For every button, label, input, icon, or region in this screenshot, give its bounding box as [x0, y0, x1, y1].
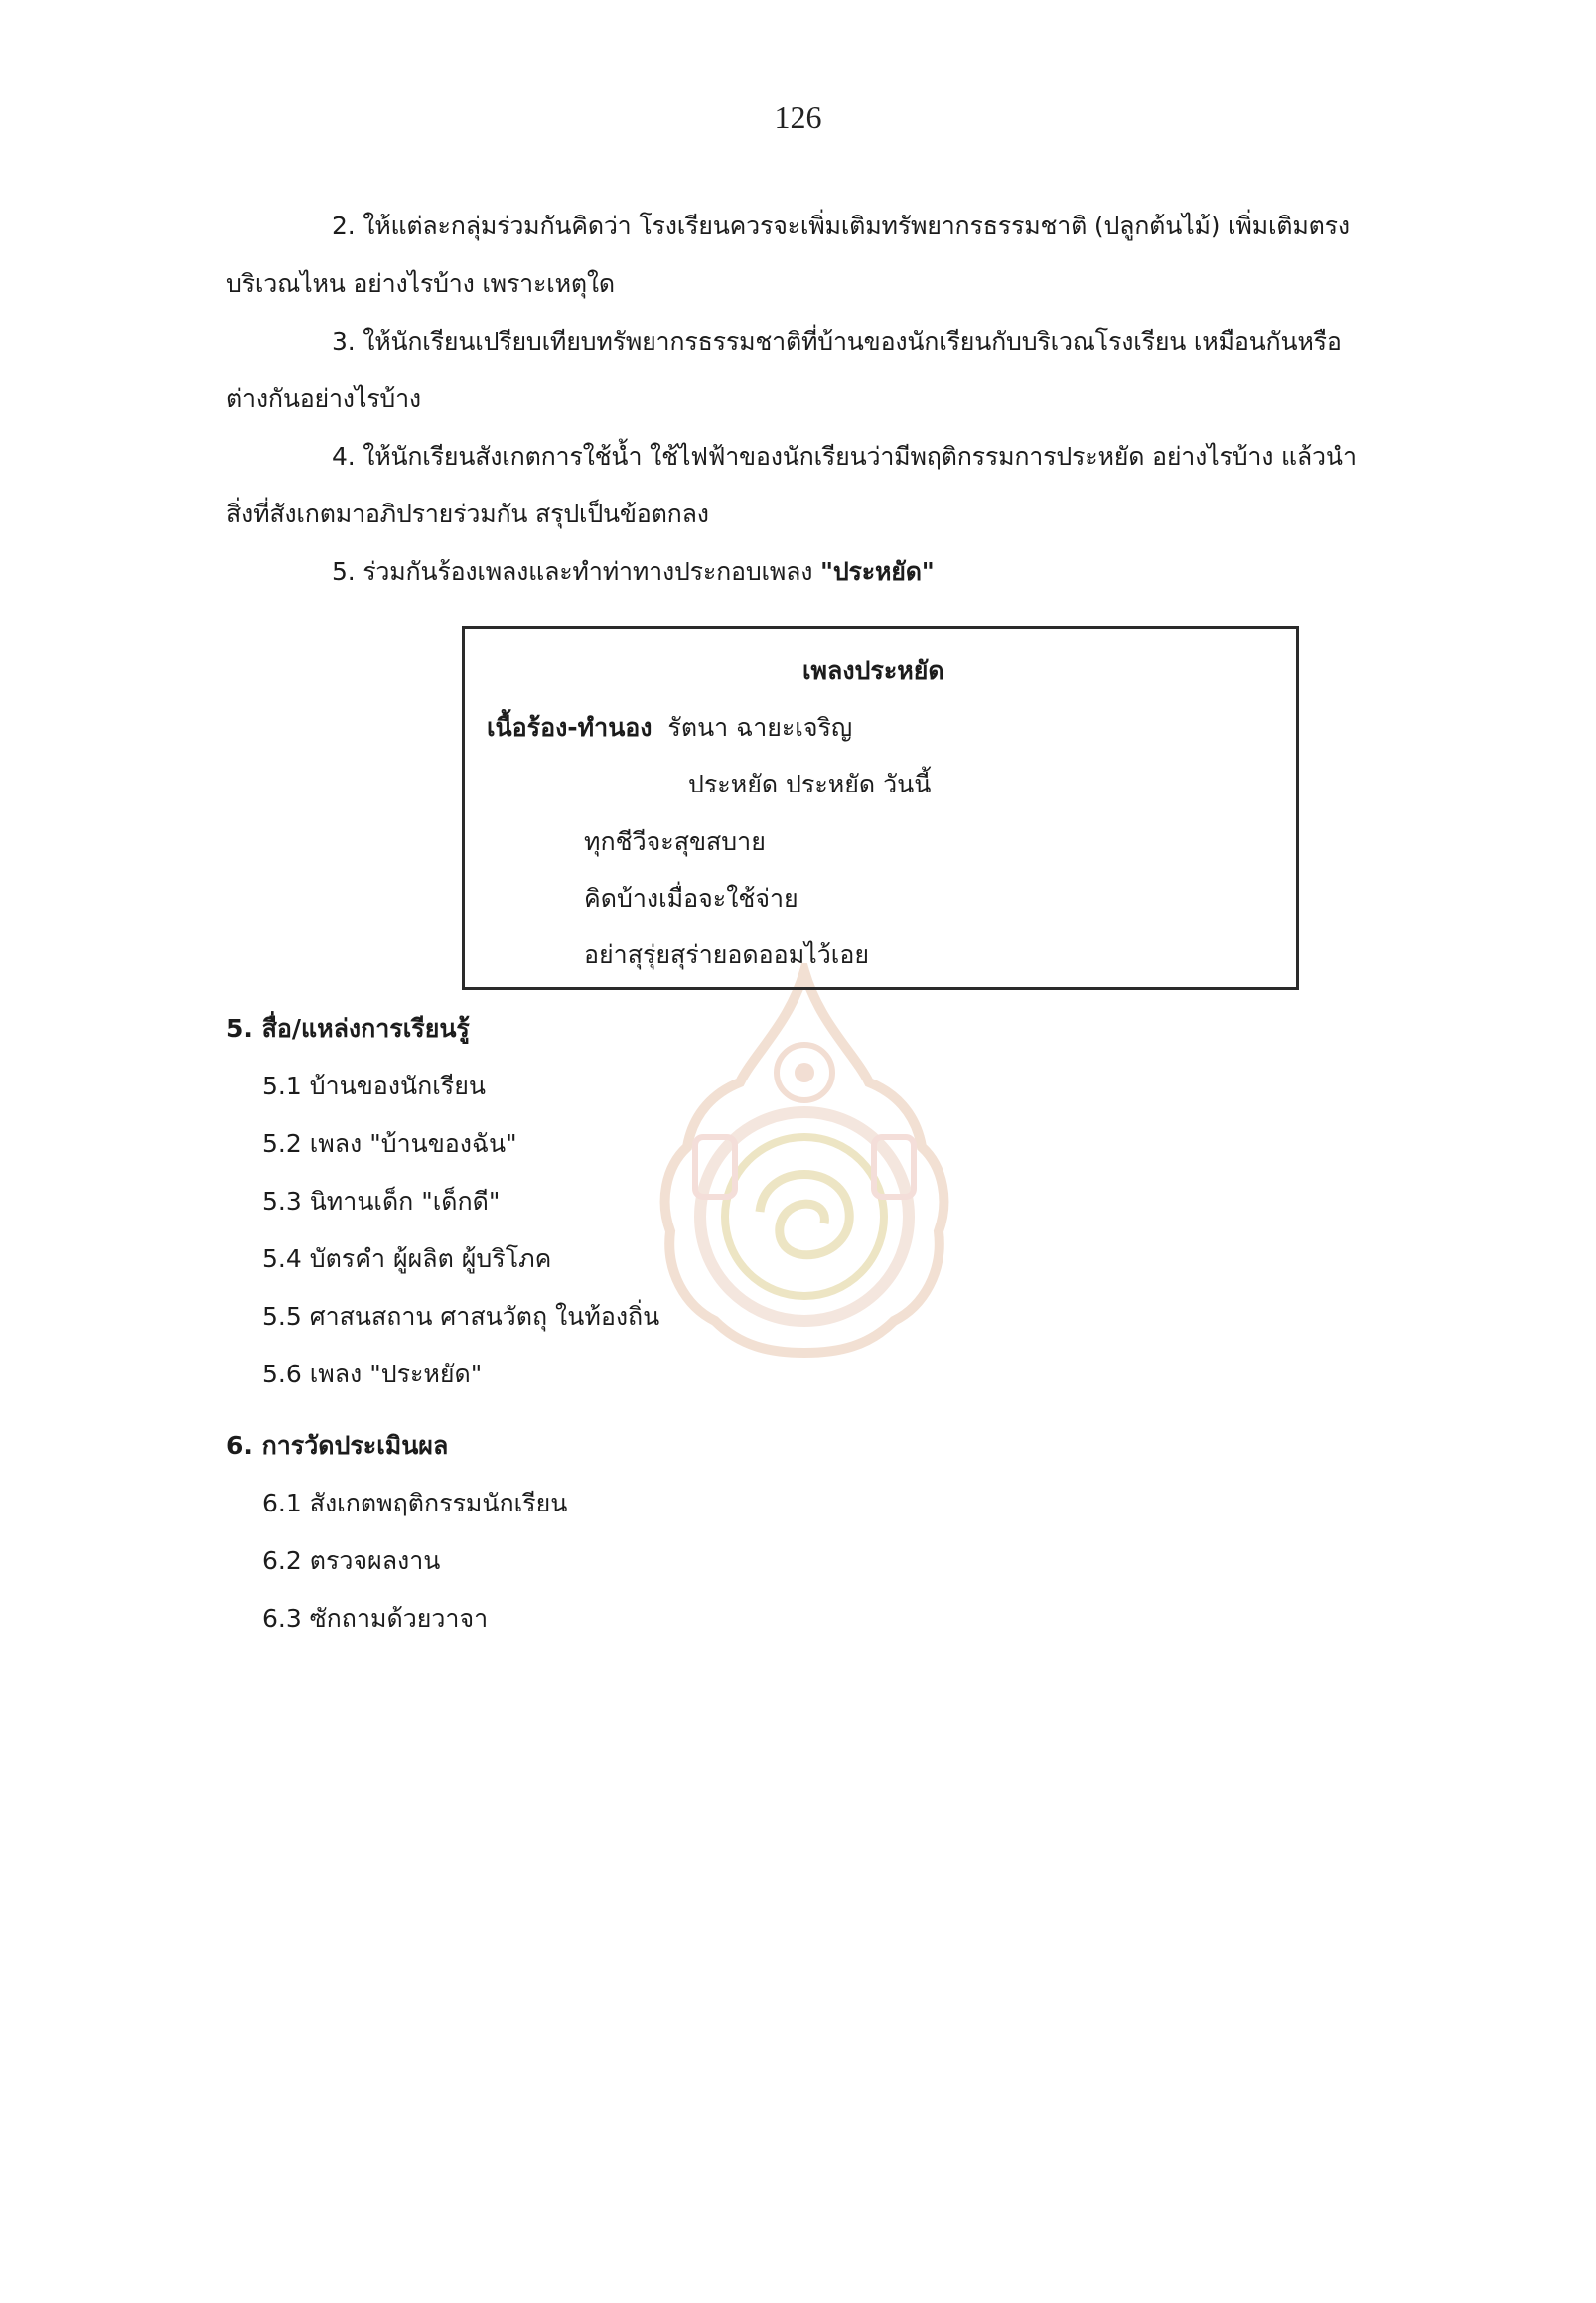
section-5-item: 5.1 บ้านของนักเรียน: [262, 1072, 486, 1100]
section-6-item: 6.1 สังเกตพฤติกรรมนักเรียน: [262, 1489, 568, 1517]
activity-4-line-1: 4. ให้นักเรียนสังเกตการใช้น้ำ ใช้ไฟฟ้าของนักเรียนว่ามีพฤติกรรมการประหยัด อย่างไรบ้าง แล้วนำ: [332, 442, 1357, 471]
song-box: [462, 626, 1299, 990]
song-line-1: ประหยัด ประหยัด วันนี้: [688, 770, 932, 798]
section-5-item: 5.3 นิทานเด็ก "เด็กดี": [262, 1187, 501, 1216]
song-author: [487, 708, 852, 748]
activity-5-line: [332, 552, 935, 592]
song-title: เพลงประหยัด: [802, 656, 944, 685]
watermark-seal-icon: [655, 963, 953, 1361]
activity-4-line-2: สิ่งที่สังเกตมาอภิปรายร่วมกัน สรุปเป็นข้อตกลง: [226, 500, 709, 528]
song-line-2: ทุกชีวีจะสุขสบาย: [584, 827, 766, 856]
section-6-item: 6.3 ซักถามด้วยวาจา: [262, 1604, 489, 1633]
activity-2-line-2: บริเวณไหน อย่างไรบ้าง เพราะเหตุใด: [226, 269, 615, 298]
section-6-item: 6.2 ตรวจผลงาน: [262, 1546, 441, 1575]
activity-3-line-1: 3. ให้นักเรียนเปรียบเทียบทรัพยากรธรรมชาติที่บ้านของนักเรียนกับบริเวณโรงเรียน เหมือนกันหรือ: [332, 327, 1342, 356]
activity-5-song-name: "ประหยัด": [820, 557, 935, 586]
song-author-label: เนื้อร้อง-ทำนอง: [487, 713, 653, 742]
section-5-item: 5.5 ศาสนสถาน ศาสนวัตถุ ในท้องถิ่น: [262, 1302, 660, 1331]
song-line-4: อย่าสุรุ่ยสุร่ายอดออมไว้เอย: [584, 940, 869, 969]
section-5-item: 5.4 บัตรคำ ผู้ผลิต ผู้บริโภค: [262, 1244, 552, 1273]
song-line-3: คิดบ้างเมื่อจะใช้จ่าย: [584, 884, 798, 913]
song-author-name: รัตนา ฉายะเจริญ: [667, 713, 853, 742]
section-5-item: 5.2 เพลง "บ้านของฉัน": [262, 1129, 517, 1158]
activity-3-line-2: ต่างกันอย่างไรบ้าง: [226, 384, 421, 413]
section-6-heading: 6. การวัดประเมินผล: [226, 1431, 449, 1460]
page-number: 126: [774, 99, 822, 135]
section-5-heading: 5. สื่อ/แหล่งการเรียนรู้: [226, 1014, 470, 1043]
section-5-item: 5.6 เพลง "ประหยัด": [262, 1360, 483, 1388]
activity-5-text: 5. ร่วมกันร้องเพลงและทำท่าทางประกอบเพลง: [332, 557, 821, 586]
activity-2-line-1: 2. ให้แต่ละกลุ่มร่วมกันคิดว่า โรงเรียนควรจะเพิ่มเติมทรัพยากรธรรมชาติ (ปลูกต้นไม้) เพิ่มเติมตรง: [332, 212, 1350, 240]
